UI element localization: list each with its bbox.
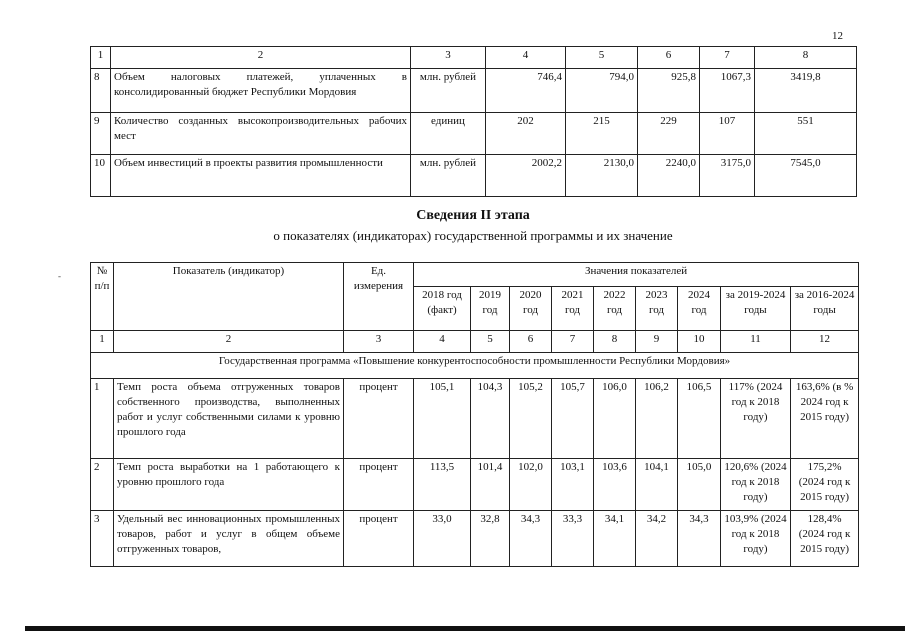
value-cell: 215 bbox=[566, 113, 638, 155]
header-year: 2018 год (факт) bbox=[414, 287, 471, 331]
indicator-name: Количество созданных высокопроизводительных рабочих мест bbox=[111, 113, 411, 155]
indicator-name: Объем налоговых платежей, уплаченных в консолидированный бюджет Республики Мордовия bbox=[111, 69, 411, 113]
value-cell: 34,3 bbox=[510, 511, 552, 567]
value-cell: 229 bbox=[638, 113, 700, 155]
unit: млн. рублей bbox=[411, 69, 486, 113]
table1-col-number: 3 bbox=[411, 47, 486, 69]
header-values: Значения показателей bbox=[414, 263, 859, 287]
table-row bbox=[91, 511, 859, 567]
value-cell: 106,0 bbox=[594, 379, 636, 459]
summary-cell: 103,9% (2024 год к 2018 году) bbox=[721, 511, 791, 567]
table-row bbox=[91, 113, 857, 155]
summary-cell: 120,6% (2024 год к 2018 году) bbox=[721, 459, 791, 511]
total-cell: 7545,0 bbox=[755, 155, 857, 197]
value-cell: 34,1 bbox=[594, 511, 636, 567]
value-cell: 202 bbox=[486, 113, 566, 155]
unit: процент bbox=[344, 379, 414, 459]
table-row bbox=[91, 69, 857, 113]
header-year: 2020 год bbox=[510, 287, 552, 331]
value-cell: 104,1 bbox=[636, 459, 678, 511]
value-cell: 746,4 bbox=[486, 69, 566, 113]
value-cell: 2130,0 bbox=[566, 155, 638, 197]
section-subtitle: о показателях (индикаторах) государственной программы и их значение bbox=[273, 228, 673, 243]
table1-col-number: 6 bbox=[638, 47, 700, 69]
header-year: 2019 год bbox=[471, 287, 510, 331]
row-number: 1 bbox=[91, 379, 114, 459]
value-cell: 794,0 bbox=[566, 69, 638, 113]
indicator-name: Темп роста выработки на 1 работающего к уровню прошлого года bbox=[114, 459, 344, 511]
table1-col-number: 7 bbox=[700, 47, 755, 69]
table-row bbox=[91, 459, 859, 511]
table2-col-number: 10 bbox=[678, 331, 721, 353]
row-number: 2 bbox=[91, 459, 114, 511]
header-year: 2024 год bbox=[678, 287, 721, 331]
value-cell: 105,2 bbox=[510, 379, 552, 459]
indicator-name: Удельный вес инновационных промышленных товаров, работ и услуг в общем объеме отгруженных товаров, bbox=[114, 511, 344, 567]
table2-col-numbers-row bbox=[91, 331, 859, 353]
header-year: 2021 год bbox=[552, 287, 594, 331]
value-cell: 105,1 bbox=[414, 379, 471, 459]
table2-col-number: 9 bbox=[636, 331, 678, 353]
header-indicator: Показатель (индикатор) bbox=[114, 263, 344, 331]
value-cell: 2240,0 bbox=[638, 155, 700, 197]
value-cell: 104,3 bbox=[471, 379, 510, 459]
header-year: за 2016-2024 годы bbox=[791, 287, 859, 331]
table2-header-row bbox=[91, 263, 859, 287]
table1-col-number: 8 bbox=[755, 47, 857, 69]
section-title: Сведения II этапа bbox=[416, 208, 530, 223]
value-cell: 105,7 bbox=[552, 379, 594, 459]
table2-col-number: 11 bbox=[721, 331, 791, 353]
table2-col-number: 1 bbox=[91, 331, 114, 353]
table2-col-number: 6 bbox=[510, 331, 552, 353]
value-cell: 102,0 bbox=[510, 459, 552, 511]
summary-cell: 117% (2024 год к 2018 году) bbox=[721, 379, 791, 459]
program-row bbox=[91, 353, 859, 379]
summary-cell: 163,6% (в % 2024 год к 2015 году) bbox=[791, 379, 859, 459]
summary-cell: 128,4% (2024 год к 2015 году) bbox=[791, 511, 859, 567]
value-cell: 106,2 bbox=[636, 379, 678, 459]
unit: процент bbox=[344, 511, 414, 567]
total-cell: 3419,8 bbox=[755, 69, 857, 113]
header-year: за 2019-2024 годы bbox=[721, 287, 791, 331]
value-cell: 2002,2 bbox=[486, 155, 566, 197]
value-cell: 101,4 bbox=[471, 459, 510, 511]
row-number: 9 bbox=[91, 113, 111, 155]
value-cell: 34,2 bbox=[636, 511, 678, 567]
value-cell: 32,8 bbox=[471, 511, 510, 567]
header-unit: Ед. измерения bbox=[344, 263, 414, 331]
value-cell: 33,3 bbox=[552, 511, 594, 567]
table1-col-number: 1 bbox=[91, 47, 111, 69]
value-cell: 1067,3 bbox=[700, 69, 755, 113]
table2-col-number: 5 bbox=[471, 331, 510, 353]
value-cell: 103,6 bbox=[594, 459, 636, 511]
value-cell: 3175,0 bbox=[700, 155, 755, 197]
scan-edge-bar bbox=[25, 626, 905, 631]
table2-col-number: 12 bbox=[791, 331, 859, 353]
indicator-name: Темп роста объема отгруженных товаров собственного производства, выполненных работ и услуг собственными силами к уровню прошлого года bbox=[114, 379, 344, 459]
header-year: 2023 год bbox=[636, 287, 678, 331]
table2-col-number: 3 bbox=[344, 331, 414, 353]
table-row bbox=[91, 155, 857, 197]
value-cell: 113,5 bbox=[414, 459, 471, 511]
page-number: 12 bbox=[832, 30, 843, 42]
value-cell: 107 bbox=[700, 113, 755, 155]
program-title: Государственная программа «Повышение конкурентоспособности промышленности Республики Мордовия» bbox=[91, 353, 859, 379]
unit: единиц bbox=[411, 113, 486, 155]
total-cell: 551 bbox=[755, 113, 857, 155]
summary-cell: 175,2% (2024 год к 2015 году) bbox=[791, 459, 859, 511]
value-cell: 33,0 bbox=[414, 511, 471, 567]
value-cell: 925,8 bbox=[638, 69, 700, 113]
table2-col-number: 2 bbox=[114, 331, 344, 353]
table-continuation bbox=[90, 46, 857, 197]
unit: процент bbox=[344, 459, 414, 511]
row-number: 8 bbox=[91, 69, 111, 113]
value-cell: 106,5 bbox=[678, 379, 721, 459]
table2-col-number: 8 bbox=[594, 331, 636, 353]
row-number: 3 bbox=[91, 511, 114, 567]
header-year: 2022 год bbox=[594, 287, 636, 331]
table2-col-number: 4 bbox=[414, 331, 471, 353]
indicators-table bbox=[90, 262, 859, 567]
indicator-name: Объем инвестиций в проекты развития промышленности bbox=[111, 155, 411, 197]
table1-header-row bbox=[91, 47, 857, 69]
unit: млн. рублей bbox=[411, 155, 486, 197]
header-num: № п/п bbox=[91, 263, 114, 331]
table-row bbox=[91, 379, 859, 459]
table1-col-number: 5 bbox=[566, 47, 638, 69]
value-cell: 103,1 bbox=[552, 459, 594, 511]
table2-col-number: 7 bbox=[552, 331, 594, 353]
row-number: 10 bbox=[91, 155, 111, 197]
table1-col-number: 2 bbox=[111, 47, 411, 69]
stray-mark: - bbox=[58, 271, 61, 281]
value-cell: 105,0 bbox=[678, 459, 721, 511]
value-cell: 34,3 bbox=[678, 511, 721, 567]
table1-col-number: 4 bbox=[486, 47, 566, 69]
